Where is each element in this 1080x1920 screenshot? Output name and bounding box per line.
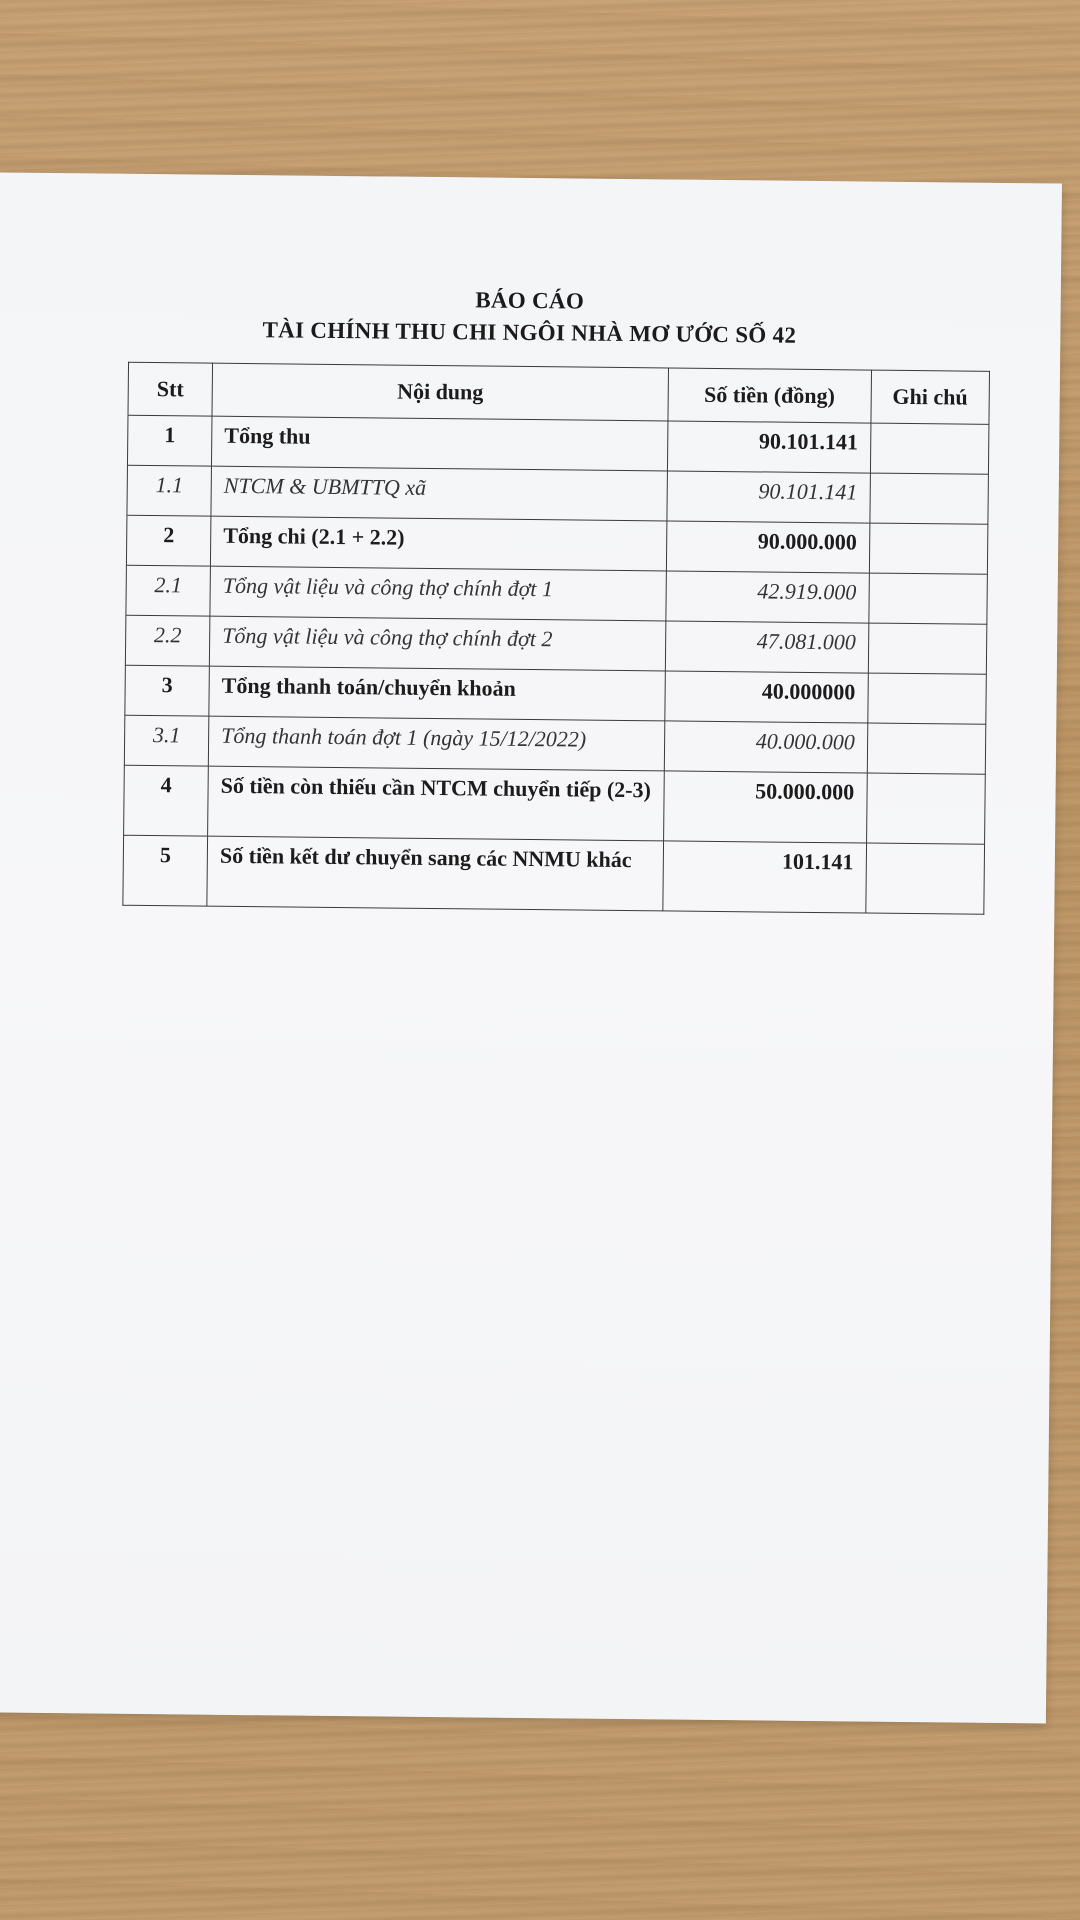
row-note [869,523,988,574]
row-content: Số tiền kết dư chuyển sang các NNMU khác [207,836,664,911]
row-stt: 3.1 [124,715,209,766]
row-amount: 42.919.000 [666,571,869,623]
table-row [125,665,986,724]
row-content: Tổng thanh toán/chuyển khoản [209,666,665,721]
row-note [869,573,988,624]
header-stt: Stt [128,362,213,416]
row-stt: 2 [126,515,211,566]
table-row [126,565,987,624]
row-content: Tổng vật liệu và công thợ chính đợt 1 [210,566,666,621]
table-row [125,615,986,674]
row-note [870,473,989,524]
row-content: Tổng chi (2.1 + 2.2) [210,516,666,571]
row-amount: 90.000.000 [666,521,869,573]
row-note [865,843,984,914]
table-row [126,515,987,574]
report-title: BÁO CÁO [475,287,585,314]
row-stt: 3 [125,665,210,716]
table-row [124,715,985,774]
header-amount: Số tiền (đồng) [668,368,871,423]
paper-sheet [0,172,1062,1723]
row-stt: 2.1 [126,565,211,616]
row-content: NTCM & UBMTTQ xã [211,466,667,521]
row-note [866,773,985,844]
row-content: Tổng vật liệu và công thợ chính đợt 2 [209,616,665,671]
row-stt: 1.1 [127,465,212,516]
header-note: Ghi chú [871,370,990,424]
row-amount: 90.101.141 [667,471,870,523]
row-amount: 50.000.000 [664,771,867,843]
report-subtitle: TÀI CHÍNH THU CHI NGÔI NHÀ MƠ ƯỚC SỐ 42 [262,317,797,348]
table-row [127,415,988,474]
row-stt: 1 [127,415,212,466]
row-amount: 90.101.141 [667,421,870,473]
row-note [868,623,987,674]
row-content: Tổng thu [212,416,668,471]
row-amount: 101.141 [663,841,866,913]
table-row [124,765,986,844]
table-row [127,465,988,524]
row-amount: 47.081.000 [665,621,868,673]
row-content: Tổng thanh toán đợt 1 (ngày 15/12/2022) [208,716,664,771]
table-header-row [128,362,990,424]
table-row [123,835,985,914]
row-note [867,673,986,724]
row-stt: 2.2 [125,615,210,666]
row-amount: 40.000.000 [664,721,867,773]
row-stt: 5 [123,835,208,906]
row-stt: 4 [124,765,209,836]
row-amount: 40.000000 [665,671,868,723]
row-note [867,723,986,774]
finance-table [122,362,990,915]
row-note [870,423,989,474]
header-content: Nội dung [212,363,668,421]
row-content: Số tiền còn thiếu cần NTCM chuyển tiếp (2-3) [208,766,665,841]
